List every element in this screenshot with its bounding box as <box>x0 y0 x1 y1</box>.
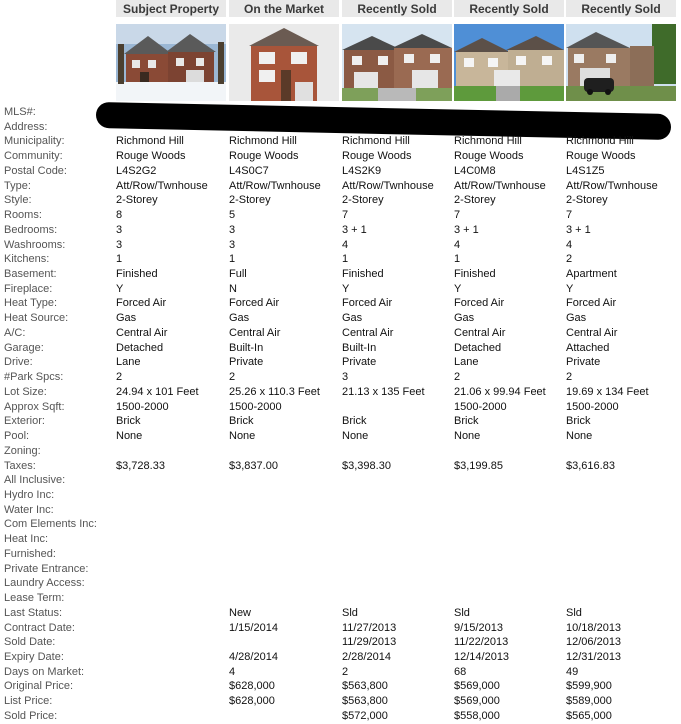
row-label: MLS#: <box>4 106 36 118</box>
table-cell: 3 + 1 <box>454 223 479 236</box>
table-cell: $569,000 <box>454 680 500 693</box>
row-label: Water Inc: <box>4 503 54 516</box>
row-label: Days on Market: <box>4 665 85 678</box>
table-row <box>0 679 681 694</box>
table-cell: Gas <box>116 312 137 325</box>
row-label: Expiry Date: <box>4 651 64 663</box>
table-cell: 4 <box>454 238 461 251</box>
row-label: Furnished: <box>4 547 56 560</box>
table-cell: 4 <box>566 238 573 251</box>
table-cell: 3 + 1 <box>566 223 591 236</box>
table-cell: $569,000 <box>454 695 500 708</box>
table-cell: 3 + 1 <box>342 223 367 236</box>
table-cell: Att/Row/Twnhouse <box>116 179 208 192</box>
column-header-sold-1: Recently Sold <box>342 0 452 17</box>
table-cell: Apartment <box>566 268 617 281</box>
column-header-on-market: On the Market <box>229 0 339 17</box>
table-cell: L4S2G2 <box>116 164 157 177</box>
table-cell: Att/Row/Twnhouse <box>566 179 658 192</box>
table-cell: 19.69 x 134 Feet <box>566 385 649 398</box>
table-row <box>0 193 681 208</box>
row-label: Rooms: <box>4 209 42 222</box>
row-label: Heat Source: <box>4 312 69 325</box>
table-cell: L4C0M8 <box>454 164 496 177</box>
table-cell: 3 <box>342 371 349 384</box>
row-label: Last Status: <box>4 606 63 619</box>
table-row <box>0 562 681 577</box>
table-cell: N <box>229 282 237 295</box>
table-row <box>0 134 681 149</box>
row-label: #Park Spcs: <box>4 371 64 384</box>
table-row <box>0 459 681 474</box>
table-cell: Brick <box>342 415 367 428</box>
property-photo-sold-2[interactable] <box>454 24 564 101</box>
table-cell: Brick <box>229 415 254 428</box>
table-cell: 2 <box>229 371 236 384</box>
table-cell: $558,000 <box>454 709 500 722</box>
table-cell: Gas <box>454 312 475 325</box>
table-cell: 25.26 x 110.3 Feet <box>229 385 320 398</box>
row-label: Address: <box>4 120 48 133</box>
row-label: Lot Size: <box>4 385 47 398</box>
table-cell: 2-Storey <box>566 194 608 207</box>
row-label: Private Entrance: <box>4 562 89 575</box>
row-label: Taxes: <box>4 459 36 472</box>
table-cell: Built-In <box>229 341 264 354</box>
row-label: Sold Date: <box>4 636 56 649</box>
table-cell: Forced Air <box>454 297 505 310</box>
table-row <box>0 296 681 311</box>
table-row <box>0 238 681 253</box>
table-cell: Rouge Woods <box>454 150 524 163</box>
table-row <box>0 547 681 562</box>
table-cell: 4/28/2014 <box>229 651 278 663</box>
table-cell: 2/28/2014 <box>342 651 391 663</box>
table-cell: 4 <box>342 238 349 251</box>
table-cell: Forced Air <box>342 297 393 310</box>
table-cell: Attached <box>566 341 610 354</box>
table-cell: Forced Air <box>566 297 617 310</box>
table-cell: Gas <box>229 312 250 325</box>
table-cell: Y <box>566 282 574 295</box>
table-cell: 1500-2000 <box>566 400 619 413</box>
row-label: Contract Date: <box>4 621 75 634</box>
table-row <box>0 473 681 488</box>
row-label: Hydro Inc: <box>4 488 55 501</box>
row-label: Approx Sqft: <box>4 400 65 413</box>
row-label: Drive: <box>4 356 33 369</box>
table-cell: Private <box>342 356 377 369</box>
table-cell: Detached <box>454 341 502 354</box>
table-cell: $572,000 <box>342 709 388 722</box>
table-cell: 3 <box>116 223 123 236</box>
table-cell: 21.13 x 135 Feet <box>342 385 425 398</box>
property-photo-sold-1[interactable] <box>342 24 452 101</box>
table-row <box>0 650 681 665</box>
column-header-sold-2: Recently Sold <box>454 0 564 17</box>
table-cell: Central Air <box>454 326 506 339</box>
row-label: Heat Type: <box>4 297 57 310</box>
table-cell: Y <box>116 282 124 295</box>
table-cell: 12/06/2013 <box>566 636 622 649</box>
table-row <box>0 444 681 459</box>
table-row <box>0 341 681 356</box>
table-cell: Forced Air <box>229 297 280 310</box>
table-row <box>0 164 681 179</box>
table-cell: Finished <box>454 268 496 281</box>
table-cell: $3,616.83 <box>566 459 615 472</box>
table-cell: Rouge Woods <box>342 150 412 163</box>
table-row <box>0 311 681 326</box>
table-cell: 2 <box>566 371 573 384</box>
table-row <box>0 326 681 341</box>
table-cell: $3,199.85 <box>454 459 503 472</box>
table-cell: 9/15/2013 <box>454 621 503 634</box>
table-cell: Richmond Hill <box>566 135 634 148</box>
table-row <box>0 105 681 120</box>
row-label: A/C: <box>4 326 26 339</box>
table-cell: 12/31/2013 <box>566 651 622 663</box>
table-cell: 2 <box>566 253 573 266</box>
row-label: Sold Price: <box>4 709 58 722</box>
row-label: Washrooms: <box>4 238 66 251</box>
table-cell: Finished <box>342 268 384 281</box>
table-cell: $628,000 <box>229 680 275 693</box>
table-cell: 11/29/2013 <box>342 636 397 649</box>
table-cell: Sld <box>566 606 582 619</box>
table-row <box>0 503 681 518</box>
row-label: Lease Term: <box>4 592 65 605</box>
table-cell: $563,800 <box>342 680 388 693</box>
table-cell: Full <box>229 268 247 281</box>
table-row <box>0 120 681 135</box>
table-cell: 1500-2000 <box>454 400 507 413</box>
row-label: Pool: <box>4 430 30 443</box>
row-label: Postal Code: <box>4 164 67 177</box>
table-cell: $599,900 <box>566 680 612 693</box>
column-header-sold-3: Recently Sold <box>566 0 676 17</box>
table-cell: None <box>566 430 593 443</box>
table-cell: Detached <box>116 341 164 354</box>
table-cell: 3 <box>116 238 123 251</box>
row-label: Basement: <box>4 268 57 281</box>
table-cell: Private <box>566 356 601 369</box>
table-row <box>0 621 681 636</box>
table-cell: 1 <box>342 253 349 266</box>
table-row <box>0 517 681 532</box>
property-photo-on-market[interactable] <box>229 24 339 101</box>
table-row <box>0 665 681 680</box>
table-cell: 1500-2000 <box>116 400 169 413</box>
table-row <box>0 179 681 194</box>
table-cell: 7 <box>566 209 573 222</box>
table-cell: L4S2K9 <box>342 164 382 177</box>
row-label: Com Elements Inc: <box>4 518 97 531</box>
table-row <box>0 282 681 297</box>
table-cell: None <box>229 430 256 443</box>
row-label: Bedrooms: <box>4 223 58 236</box>
table-row <box>0 591 681 606</box>
table-cell: Central Air <box>229 326 281 339</box>
table-row <box>0 355 681 370</box>
row-label: Laundry Access: <box>4 577 85 590</box>
table-row <box>0 488 681 503</box>
table-cell: L4S1Z5 <box>566 164 605 177</box>
table-cell: Richmond Hill <box>116 135 184 148</box>
table-row <box>0 414 681 429</box>
property-photo-subject[interactable] <box>116 24 226 101</box>
table-cell: Richmond Hill <box>229 135 297 148</box>
table-cell: 1/15/2014 <box>229 621 278 634</box>
table-cell: $3,728.33 <box>116 459 165 472</box>
row-label: Fireplace: <box>4 282 53 295</box>
table-cell: L4S0C7 <box>229 164 269 177</box>
table-cell: Brick <box>566 415 591 428</box>
table-row <box>0 606 681 621</box>
table-cell: Central Air <box>566 326 618 339</box>
table-cell: 21.06 x 99.94 Feet <box>454 385 546 398</box>
table-row <box>0 576 681 591</box>
row-label: List Price: <box>4 695 53 708</box>
table-cell: $3,837.00 <box>229 459 278 472</box>
table-cell: 1 <box>454 253 461 266</box>
row-label: Zoning: <box>4 444 41 457</box>
row-label: Style: <box>4 194 32 207</box>
table-cell: 5 <box>229 209 236 222</box>
table-cell: Sld <box>342 606 358 619</box>
table-cell: Rouge Woods <box>116 150 186 163</box>
row-label: Heat Inc: <box>4 533 49 546</box>
table-cell: $565,000 <box>566 709 612 722</box>
table-cell: Rouge Woods <box>229 150 299 163</box>
row-label: Exterior: <box>4 415 45 428</box>
table-cell: Richmond Hill <box>454 135 522 148</box>
table-cell: Lane <box>116 356 141 369</box>
table-cell: 68 <box>454 665 467 678</box>
table-cell: 3 <box>229 223 236 236</box>
table-cell: $589,000 <box>566 695 612 708</box>
table-cell: Att/Row/Twnhouse <box>229 179 321 192</box>
column-header-subject: Subject Property <box>116 0 226 17</box>
row-label: Original Price: <box>4 680 74 693</box>
table-row <box>0 635 681 650</box>
table-cell: Y <box>454 282 462 295</box>
table-cell: 1 <box>229 253 236 266</box>
table-cell: 2 <box>454 371 461 384</box>
table-cell: Sld <box>454 606 470 619</box>
table-cell: 12/14/2013 <box>454 651 510 663</box>
table-cell: Private <box>229 356 264 369</box>
table-cell: 2 <box>342 665 349 678</box>
table-cell: 4 <box>229 665 236 678</box>
table-cell: Forced Air <box>116 297 167 310</box>
table-cell: Gas <box>342 312 363 325</box>
row-label: Community: <box>4 150 63 163</box>
table-cell: 11/22/2013 <box>454 636 509 649</box>
table-row <box>0 429 681 444</box>
table-row <box>0 267 681 282</box>
table-row <box>0 223 681 238</box>
table-cell: Central Air <box>342 326 394 339</box>
table-cell: 10/18/2013 <box>566 621 622 634</box>
row-label: Garage: <box>4 341 44 354</box>
table-cell: Brick <box>454 415 479 428</box>
table-cell: None <box>342 430 369 443</box>
table-cell: Att/Row/Twnhouse <box>342 179 434 192</box>
table-cell: 1 <box>116 253 123 266</box>
table-cell: Y <box>342 282 350 295</box>
row-label: Municipality: <box>4 135 65 148</box>
table-row <box>0 385 681 400</box>
property-photo-sold-3[interactable] <box>566 24 676 101</box>
row-label: All Inclusive: <box>4 474 66 487</box>
table-cell: 2-Storey <box>454 194 496 207</box>
table-cell: $563,800 <box>342 695 388 708</box>
table-cell: Lane <box>454 356 479 369</box>
table-row <box>0 370 681 385</box>
table-row <box>0 149 681 164</box>
table-cell: Brick <box>116 415 141 428</box>
table-cell: 1500-2000 <box>229 400 282 413</box>
table-cell: $628,000 <box>229 695 275 708</box>
table-cell: Built-In <box>342 341 377 354</box>
table-cell: 7 <box>342 209 349 222</box>
table-cell: Att/Row/Twnhouse <box>454 179 546 192</box>
table-cell: 2 <box>116 371 123 384</box>
table-cell: 2-Storey <box>342 194 384 207</box>
row-label: Type: <box>4 179 31 192</box>
table-cell: Finished <box>116 268 158 281</box>
table-cell: Richmond Hill <box>342 135 410 148</box>
table-cell: 2-Storey <box>116 194 158 207</box>
table-cell: 3 <box>229 238 236 251</box>
table-cell: 49 <box>566 665 579 678</box>
table-row <box>0 532 681 547</box>
row-label: Kitchens: <box>4 253 50 266</box>
table-cell: 11/27/2013 <box>342 621 397 634</box>
table-cell: 8 <box>116 209 123 222</box>
table-row <box>0 252 681 267</box>
table-cell: $3,398.30 <box>342 459 391 472</box>
table-row <box>0 208 681 223</box>
table-cell: Central Air <box>116 326 168 339</box>
table-cell: 7 <box>454 209 461 222</box>
table-cell: None <box>454 430 481 443</box>
table-cell: 2-Storey <box>229 194 271 207</box>
table-cell: Rouge Woods <box>566 150 636 163</box>
table-row <box>0 694 681 709</box>
table-cell: New <box>229 606 252 619</box>
table-cell: 24.94 x 101 Feet <box>116 385 199 398</box>
table-cell: Gas <box>566 312 587 325</box>
table-row <box>0 400 681 415</box>
table-cell: None <box>116 430 143 443</box>
